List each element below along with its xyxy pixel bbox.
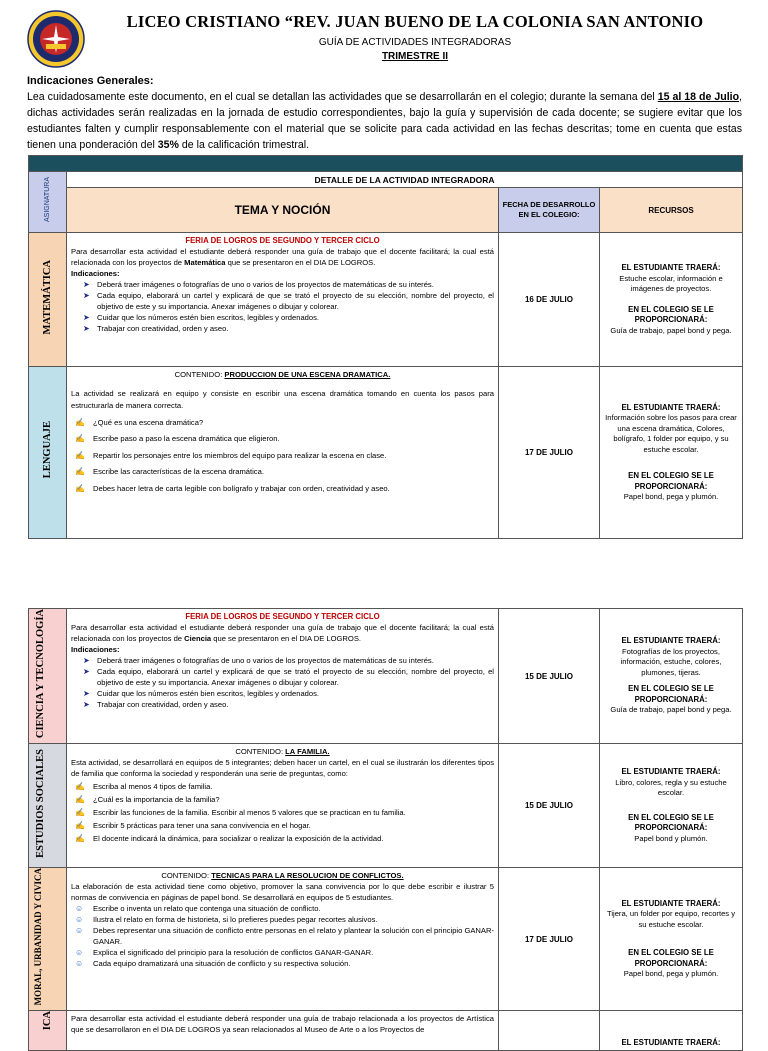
- smiley-bullet-icon: ☺: [75, 915, 84, 925]
- activity-resources: EL ESTUDIANTE TRAERÁ: Fotografías de los proyectos, información, estuche, colores, plumones, tijeras. EN EL COLEGIO SE LE PROPORCIONARÁ: Guía de trabajo, papel bond y pega.: [600, 609, 743, 744]
- activities-table-page2: [28, 608, 743, 1051]
- list-item: ✍ Escribir las funciones de la familia. Escribir al menos 5 valores que se practican en tu familia.: [75, 808, 406, 818]
- school-seal-icon: [27, 10, 85, 68]
- activity-description: CONTENIDO: LA FAMILIA. Esta actividad, se desarrollará en equipos de 5 integrantes; deben hacer un cartel, en el cual se ilustrarán los diferentes tipos de familia que conforma la sociedad y responderán una serie de preguntas, como: ✍ Escriba al menos 4 tipos de familia. ✍ ¿Cuál es la importancia de la familia? ✍ Escribir las funciones de la familia. Escribir al menos 5 valores que se practican en tu familia. ✍ Escribir 5 prácticas para tener una sana convivencia en el hogar. ✍ El docente indicará la dinámica, para socializar o realizar la exposición de la actividad.: [67, 744, 499, 868]
- activity-description: Para desarrollar esta actividad el estudiante deberá responder una guía de trabajo relacionada a los proyectos de Artística que se desarrollaron en el DIA DE LOGROS ya sean relacionados al Museo de Arte o a los Proyectos de: [67, 1011, 499, 1051]
- list-item: ✍ ¿Cuál es la importancia de la familia?: [75, 795, 220, 805]
- smiley-bullet-icon: ☺: [75, 926, 84, 936]
- trimester-label: TRIMESTRE II: [381, 51, 449, 62]
- list-item: ➤ Trabajar con creatividad, orden y aseo.: [83, 324, 229, 333]
- activity-detail-header: DETALLE DE LA ACTIVIDAD INTEGRADORA: [67, 172, 743, 188]
- document-subtitle: GUÍA DE ACTIVIDADES INTEGRADORAS: [318, 37, 512, 48]
- activity-date: 17 DE JULIO: [499, 868, 600, 1011]
- list-item: ➤ Cada equipo, elaborará un cartel y explicará de que se trató el proyecto de su elección, nombre del proyecto, el objetivo de este y su importancia. Anexar imágenes o dibujar y colorear.: [83, 291, 494, 311]
- topic-header: TEMA Y NOCIÓN: [67, 188, 499, 233]
- list-item: ☺ Cada equipo dramatizará una situación de conflicto y su respectiva solución.: [75, 959, 351, 969]
- row-ciencia: [29, 609, 743, 744]
- list-item: ✍ Escribir 5 prácticas para tener una sana convivencia en el hogar.: [75, 821, 311, 831]
- pen-bullet-icon: ✍: [75, 821, 85, 831]
- instructions-heading: Indicaciones Generales:: [27, 75, 154, 87]
- activity-date: 17 DE JULIO: [499, 367, 600, 539]
- activity-resources: EL ESTUDIANTE TRAERÁ: Libro, colores, regla y su estuche escolar. EN EL COLEGIO SE LE PROPORCIONARÁ: Papel bond y plumón.: [600, 744, 743, 868]
- list-item: ➤ Deberá traer imágenes o fotografías de uno o varios de los proyectos de matemáticas de su interés.: [83, 656, 434, 665]
- list-item: ➤ Trabajar con creatividad, orden y aseo.: [83, 700, 229, 709]
- row-lenguaje: [29, 367, 743, 539]
- arrow-bullet-icon: ➤: [83, 291, 90, 300]
- arrow-bullet-icon: ➤: [83, 324, 90, 333]
- activity-description: CONTENIDO: PRODUCCION DE UNA ESCENA DRAMATICA. La actividad se realizará en equipo y consiste en escribir una escena dramática tomando en cuenta los pasos para estructurarla de manera correcta. ✍ ¿Qué es una escena dramática? ✍ Escribe paso a paso la escena dramática que eligieron. ✍ Repartir los personajes entre los miembros del equipo para realizar la escena en clase. ✍ Escribe las características de la escena dramática. ✍ Debes hacer letra de carta legible con bolígrafo y trabajar con orden, creatividad y aseo.: [67, 367, 499, 539]
- subject-column-header: ASIGNATURA: [29, 172, 67, 233]
- subject-label: MORAL, URBANIDAD Y CIVICA: [29, 868, 67, 1011]
- activity-resources: EL ESTUDIANTE TRAERÁ: Información sobre los pasos para crear una escena dramática, Colores, bolígrafo, 1 folder por equipo, y su estuche escolar. EN EL COLEGIO SE LE PROPORCIONARÁ: Papel bond, pega y plumón.: [600, 367, 743, 539]
- activity-date: 15 DE JULIO: [499, 744, 600, 868]
- activity-description: FERIA DE LOGROS DE SEGUNDO Y TERCER CICLO Para desarrollar esta actividad el estudiante deberá responder una guía de trabajo que el docente facilitará; la cual está relacionada con los proyectos de Matemática que se presentaron en el DIA DE LOGROS. Indicaciones: ➤ Deberá traer imágenes o fotografías de uno o varios de los proyectos de matemáticas de su interés. ➤ Cada equipo, elaborará un cartel y explicará de que se trató el proyecto de su elección, nombre del proyecto, el objetivo de este y su importancia. Anexar imágenes o dibujar y colorear. ➤ Cuidar que los números estén bien escritos, legibles y ordenados. ➤ Trabajar con creatividad, orden y aseo.: [67, 233, 499, 367]
- smiley-bullet-icon: ☺: [75, 959, 84, 969]
- activity-description: CONTENIDO: TECNICAS PARA LA RESOLUCION DE CONFLICTOS. La elaboración de esta actividad tiene como objetivo, promover la sana convivencia por lo que debe escribir e ilustrar 5 normas de convivencia en páginas de papel bond. Se desarrollará en equipos de 5 estudiantes. ☺ Escribe o inventa un relato que contenga una situación de conflicto. ☺ Ilustra el relato en forma de historieta, si lo prefieres puedes pegar recortes alusivos. ☺ Debes representar una situación de conflicto entre personas en el relato y plantear la solución con el principio GANAR-GANAR. ☺ Explica el significado del principio para la resolución de conflictos GANAR-GANAR. ☺ Cada equipo dramatizará una situación de conflicto y su respectiva solución.: [67, 868, 499, 1011]
- row-moral-urbanidad-civica: [29, 868, 743, 1011]
- subject-label: ESTUDIOS SOCIALES: [29, 744, 67, 868]
- row-matematica: [29, 233, 743, 367]
- list-item: ✍ Escribe paso a paso la escena dramática que eligieron.: [71, 433, 494, 446]
- pen-bullet-icon: ✍: [75, 795, 85, 805]
- smiley-bullet-icon: ☺: [75, 948, 84, 958]
- table-top-bar: [29, 156, 743, 172]
- pen-bullet-icon: ✍: [75, 782, 85, 792]
- arrow-bullet-icon: ➤: [83, 313, 90, 322]
- resources-header: RECURSOS: [600, 188, 743, 233]
- list-item: ✍ ¿Qué es una escena dramática?: [71, 417, 494, 430]
- pen-bullet-icon: ✍: [75, 808, 85, 818]
- list-item: ☺ Escribe o inventa un relato que contenga una situación de conflicto.: [75, 904, 321, 914]
- activity-description: FERIA DE LOGROS DE SEGUNDO Y TERCER CICLO Para desarrollar esta actividad el estudiante deberá responder una guía de trabajo que el docente facilitará; la cual está relacionada con los proyectos de Ciencia que se presentaron en el DIA DE LOGROS. Indicaciones: ➤ Deberá traer imágenes o fotografías de uno o varios de los proyectos de matemáticas de su interés. ➤ Cada equipo, elaborará un cartel y explicará de que se trató el proyecto de su elección, nombre del proyecto, el objetivo de este y su importancia. Anexar imágenes o dibujar y colorear. ➤ Cuidar que los números estén bien escritos, legibles y ordenados. ➤ Trabajar con creatividad, orden y aseo.: [67, 609, 499, 744]
- table-header-row-2: [29, 188, 743, 233]
- general-instructions: [27, 73, 742, 153]
- list-item: ✍ Repartir los personajes entre los miembros del equipo para realizar la escena en clase.: [71, 450, 494, 463]
- subject-label: CIENCIA Y TECNOLOGÍA: [29, 609, 67, 744]
- arrow-bullet-icon: ➤: [83, 280, 90, 289]
- list-item: ➤ Cuidar que los números estén bien escritos, legibles y ordenados.: [83, 689, 320, 698]
- activities-table-page1: [28, 155, 743, 539]
- pen-bullet-icon: ✍: [75, 417, 85, 427]
- document-header: [0, 0, 768, 70]
- list-item: ➤ Deberá traer imágenes o fotografías de uno o varios de los proyectos de matemáticas de su interés.: [83, 280, 434, 289]
- list-item: ☺ Ilustra el relato en forma de historieta, si lo prefieres puedes pegar recortes alusivos.: [75, 915, 378, 925]
- list-item: ✍ El docente indicará la dinámica, para socializar o realizar la exposición de la actividad.: [75, 834, 384, 844]
- pen-bullet-icon: ✍: [75, 434, 85, 443]
- school-name: LICEO CRISTIANO “REV. JUAN BUENO DE LA COLONIA SAN ANTONIO: [126, 12, 704, 31]
- table-header-row-1: [29, 172, 743, 188]
- pen-bullet-icon: ✍: [75, 450, 85, 460]
- activity-date: 15 DE JULIO: [499, 609, 600, 744]
- arrow-bullet-icon: ➤: [83, 700, 90, 709]
- subject-label: MATEMÁTICA: [29, 233, 67, 367]
- pen-bullet-icon: ✍: [75, 467, 85, 476]
- arrow-bullet-icon: ➤: [83, 656, 90, 665]
- list-item: ✍ Escriba al menos 4 tipos de familia.: [75, 782, 213, 792]
- list-item: ➤ Cuidar que los números estén bien escritos, legibles y ordenados.: [83, 313, 320, 322]
- smiley-bullet-icon: ☺: [75, 904, 84, 914]
- pen-bullet-icon: ✍: [75, 483, 85, 493]
- list-item: ✍ Escribe las características de la escena dramática.: [71, 466, 494, 479]
- list-item: ➤ Cada equipo, elaborará un cartel y explicará de que se trató el proyecto de su elección, nombre del proyecto, el objetivo de este y su importancia. Anexar imágenes o dibujar y colorear.: [83, 667, 494, 687]
- list-item: ✍ Debes hacer letra de carta legible con bolígrafo y trabajar con orden, creatividad y aseo.: [71, 483, 494, 496]
- pen-bullet-icon: ✍: [75, 834, 85, 844]
- row-estudios-sociales: [29, 744, 743, 868]
- subject-label: ICA: [29, 1011, 67, 1051]
- row-artistica: [29, 1011, 743, 1051]
- list-item: ☺ Debes representar una situación de conflicto entre personas en el relato y plantear la solución con el principio GANAR-GANAR.: [75, 926, 494, 947]
- arrow-bullet-icon: ➤: [83, 689, 90, 698]
- list-item: ☺ Explica el significado del principio para la resolución de conflictos GANAR-GANAR.: [75, 948, 374, 958]
- activity-resources: EL ESTUDIANTE TRAERÁ: Estuche escolar, información e imágenes de proyectos. EN EL COLEGIO SE LE PROPORCIONARÁ: Guía de trabajo, papel bond y pega.: [600, 233, 743, 367]
- subject-label: LENGUAJE: [29, 367, 67, 539]
- arrow-bullet-icon: ➤: [83, 667, 90, 676]
- activity-resources: EL ESTUDIANTE TRAERÁ:: [600, 1011, 743, 1051]
- activity-date: [499, 1011, 600, 1051]
- activity-resources: EL ESTUDIANTE TRAERÁ: Tijera, un folder por equipo, recortes y su estuche escolar. EN EL COLEGIO SE LE PROPORCIONARÁ: Papel bond, pega y plumón.: [600, 868, 743, 1011]
- activity-date: 16 DE JULIO: [499, 233, 600, 367]
- date-header: FECHA DE DESARROLLO EN EL COLEGIO:: [499, 188, 600, 233]
- instructions-text: Lea cuidadosamente este documento, en el cual se detallan las actividades que se desarrollarán en el colegio; durante la semana del 15 al 18 de Julio, dichas actividades serán realizadas en la jornada de estudio correspondientes, bajo la guía y supervisión de cada docente; se sugiere evitar que los estudiantes falten y cumplir responsablemente con el material que se solicite para cada actividad en las fechas descritas; tome en cuenta que estas tienen una ponderación del 35% de la calificación trimestral.: [27, 91, 742, 151]
